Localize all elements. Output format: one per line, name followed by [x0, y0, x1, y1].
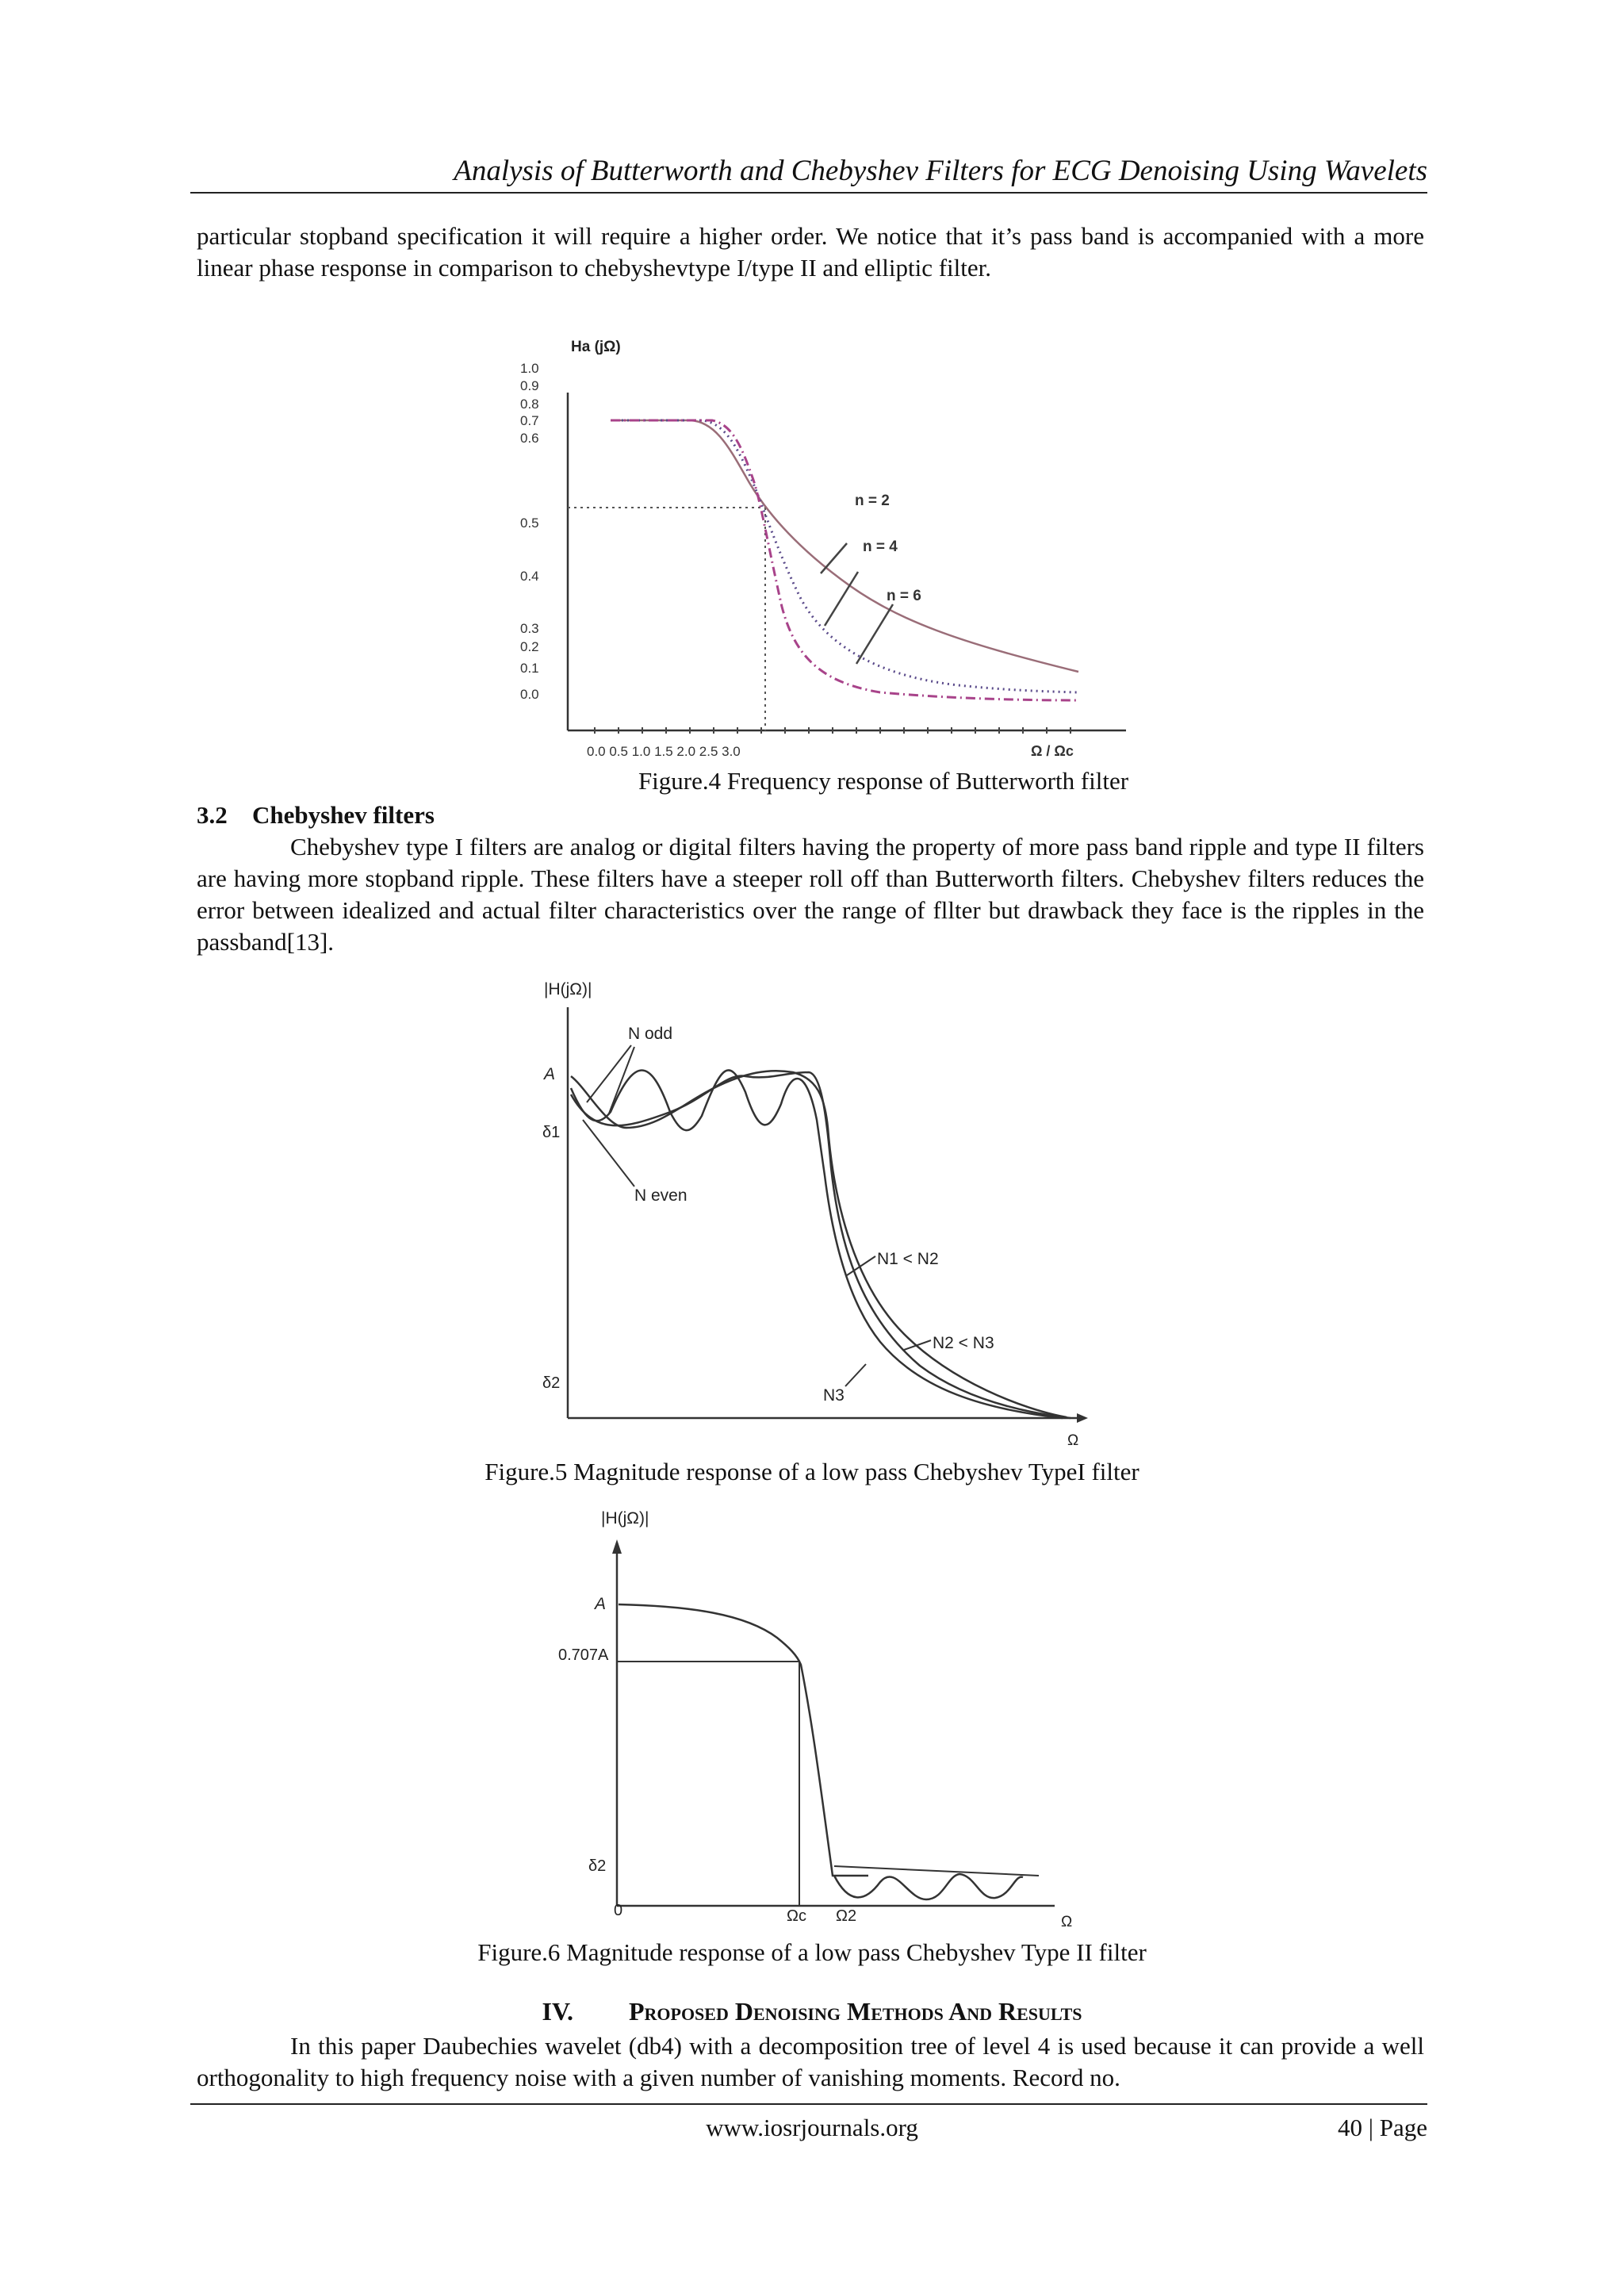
fig4-label-n4: n = 4	[863, 539, 898, 555]
fig5-x-arrow	[1077, 1413, 1088, 1423]
fig5-label-n3: N3	[823, 1386, 845, 1405]
fig6-label-omega-c: Ωc	[787, 1907, 806, 1925]
fig6-label-a: A	[595, 1595, 607, 1613]
fig5-pointer-neven	[583, 1120, 634, 1186]
fig4-tick-0.2: 0.2	[520, 639, 539, 654]
fig4-tick-0.5: 0.5	[520, 516, 539, 531]
fig5-pointer-n3	[845, 1364, 866, 1386]
paragraph-proposed-method: In this paper Daubechies wavelet (db4) with a decomposition tree of level 4 is used because it can provide a well orthogonality to high frequency noise with a given number of vanishing moments. Record no.	[197, 2032, 1424, 2091]
fig5-label-delta2: δ2	[542, 1374, 561, 1392]
fig5-label-delta1: δ1	[542, 1124, 561, 1141]
fig4-x-ticks: 0.0 0.5 1.0 1.5 2.0 2.5 3.0	[587, 744, 741, 759]
fig4-tick-0.9: 0.9	[520, 378, 539, 393]
fig4-curve-n4	[611, 420, 1078, 692]
fig5-label-n1-n2: N1 < N2	[877, 1250, 939, 1268]
figure-5-chebyshev-type1-plot	[508, 969, 1110, 1453]
fig4-label-n2: n = 2	[855, 493, 890, 509]
fig5-curve-n3	[571, 1070, 1063, 1418]
fig4-tick-0.0: 0.0	[520, 687, 539, 702]
fig6-y-label: |H(jΩ)|	[601, 1509, 649, 1527]
fig6-y-arrow	[612, 1539, 622, 1554]
fig4-tick-0.6: 0.6	[520, 431, 539, 446]
fig4-x-label: Ω / Ωc	[1031, 743, 1074, 759]
fig6-stopband-ripple	[834, 1874, 1023, 1899]
fig4-y-label: Ha (jΩ)	[571, 339, 621, 355]
fig4-tick-0.1: 0.1	[520, 661, 539, 676]
fig6-label-delta2: δ2	[588, 1857, 607, 1875]
fig4-tick-0.3: 0.3	[520, 621, 539, 636]
fig6-label-a707: 0.707A	[558, 1646, 609, 1664]
paragraph-intro: particular stopband specification it will require a higher order. We notice that it’s pass band is accompanied with a more linear phase response in comparison to chebyshevtype I/type II and elliptic filter.	[197, 222, 1424, 282]
fig4-tick-0.4: 0.4	[520, 569, 539, 584]
fig4-tick-0.7: 0.7	[520, 413, 539, 428]
fig5-label-n-odd: N odd	[628, 1025, 673, 1043]
fig5-curve-n1	[571, 1071, 1067, 1417]
running-title: Analysis of Butterworth and Chebyshev Filters for ECG Denoising Using Wavelets	[454, 155, 1427, 187]
figure-4-caption: Figure.4 Frequency response of Butterworth filter	[638, 767, 1129, 795]
fig4-tick-1.0: 1.0	[520, 361, 539, 376]
footer-page-number: 40 | Page	[1338, 2114, 1427, 2141]
figure-6-chebyshev-type2-plot	[547, 1503, 1102, 1935]
fig5-label-a: A	[544, 1065, 556, 1083]
fig4-tick-0.8: 0.8	[520, 397, 539, 412]
fig5-label-n2-n3: N2 < N3	[933, 1334, 994, 1352]
fig6-label-zero: 0	[614, 1902, 623, 1919]
fig5-x-label: Ω	[1067, 1432, 1079, 1449]
fig5-label-n-even: N even	[634, 1186, 688, 1205]
fig4-label-n6: n = 6	[887, 588, 921, 604]
fig4-pointer-n6	[856, 604, 893, 664]
figure-6-caption: Figure.6 Magnitude response of a low pass Chebyshev Type II filter	[477, 1938, 1147, 1966]
figure-4-butterworth-plot	[508, 321, 1134, 765]
footer-rule	[190, 2103, 1427, 2105]
fig4-y-ticks	[520, 361, 539, 702]
figure-5-caption: Figure.5 Magnitude response of a low pass Chebyshev TypeI filter	[485, 1458, 1139, 1485]
paragraph-chebyshev: Chebyshev type I filters are analog or digital filters having the property of more pass band ripple and type II filters are having more stopband ripple. These filters have a steeper roll off than Butterworth filters. Chebyshev filters reduces the error between idealized and actual filter characteristics over the range of fllter but drawback they face is the ripples in the passband[13].	[197, 833, 1424, 956]
fig4-curve-n6	[611, 420, 1078, 700]
header-rule	[190, 192, 1427, 194]
fig4-x-tick-marks	[595, 727, 1071, 734]
fig6-x-label: Ω	[1061, 1914, 1073, 1930]
fig4-pointer-n2	[821, 543, 847, 573]
fig6-response-curve	[619, 1604, 868, 1876]
section-iv-heading: IV. Proposed Denoising Methods And Results	[542, 1997, 1082, 2026]
footer-url: www.iosrjournals.org	[706, 2114, 918, 2141]
fig6-label-omega-2: Ω2	[836, 1907, 857, 1925]
fig5-y-label: |H(jΩ)|	[544, 980, 592, 999]
section-3-2-heading: 3.2 Chebyshev filters	[197, 801, 435, 829]
fig5-pointer-n2-n3	[904, 1340, 931, 1350]
fig6-stopband-level	[834, 1866, 1039, 1876]
